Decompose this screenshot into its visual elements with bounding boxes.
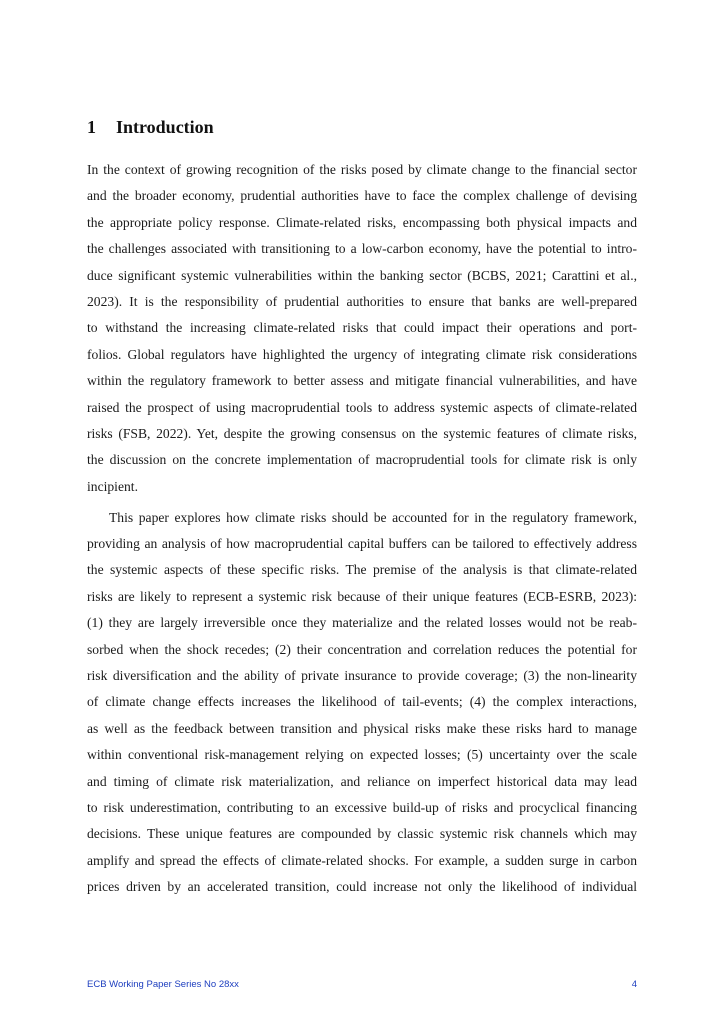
page-number: 4 xyxy=(631,979,637,990)
text-line: In the context of growing recognition of the risks posed by climate change to the financial sector xyxy=(87,162,637,177)
text-line: folios. Global regulators have highlighted the urgency of integrating climate risk considerations xyxy=(87,346,637,362)
text-line: risks (FSB, 2022). Yet, despite the growing consensus on the systemic features of climate risks, xyxy=(87,425,637,441)
section-number: 1 xyxy=(87,117,96,137)
text-line: duce significant systemic vulnerabilities within the banking sector (BCBS, 2021; Carattini et al., xyxy=(87,267,637,283)
text-line: risk diversification and the ability of private insurance to provide coverage; (3) the non-linearity xyxy=(87,668,637,684)
paragraph xyxy=(87,508,637,904)
body-text xyxy=(87,160,637,904)
text-line: the challenges associated with transitioning to a low-carbon economy, have the potential to intro- xyxy=(87,241,637,257)
text-line: within the regulatory framework to better assess and mitigate financial vulnerabilities, and have xyxy=(87,373,637,389)
text-line: and the broader economy, prudential authorities have to face the complex challenge of devising xyxy=(87,188,637,204)
section-heading xyxy=(87,117,214,138)
text-line: risks are likely to represent a systemic risk because of their unique features (ECB-ESRB, 2023): xyxy=(87,588,637,604)
text-line: This paper explores how climate risks should be accounted for in the regulatory framework, xyxy=(109,509,637,525)
text-line: raised the prospect of using macroprudential tools to address systemic aspects of climate-related xyxy=(87,399,637,415)
text-line: the appropriate policy response. Climate-related risks, encompassing both physical impacts and xyxy=(87,214,637,230)
text-line: incipient. xyxy=(87,478,138,494)
text-line: prices driven by an accelerated transition, could increase not only the likelihood of individual xyxy=(87,879,637,895)
text-line: within conventional risk-management relying on expected losses; (5) uncertainty over the scale xyxy=(87,747,637,763)
text-line: and timing of climate risk materialization, and reliance on imperfect historical data may lead xyxy=(87,773,637,789)
page-footer xyxy=(87,979,637,990)
text-line: the discussion on the concrete implementation of macroprudential tools for climate risk is only xyxy=(87,452,637,468)
footer-series: ECB Working Paper Series No 28xx xyxy=(87,979,239,990)
text-line: sorbed when the shock recedes; (2) their concentration and correlation reduces the potential for xyxy=(87,641,637,657)
section-title: Introduction xyxy=(116,117,214,137)
text-line: (1) they are largely irreversible once they materialize and the related losses would not be reab- xyxy=(87,615,637,631)
text-line: 2023). It is the responsibility of prudential authorities to ensure that banks are well-prepared xyxy=(87,293,637,309)
text-line: providing an analysis of how macroprudential capital buffers can be tailored to effectively address xyxy=(87,536,637,552)
text-line: decisions. These unique features are compounded by classic systemic risk channels which may xyxy=(87,826,637,842)
text-line: amplify and spread the effects of climate-related shocks. For example, a sudden surge in carbon xyxy=(87,852,637,868)
text-line: as well as the feedback between transition and physical risks make these risks hard to manage xyxy=(87,720,637,736)
text-line: to withstand the increasing climate-related risks that could impact their operations and port- xyxy=(87,320,637,336)
paragraph xyxy=(87,160,637,503)
text-line: of climate change effects increases the likelihood of tail-events; (4) the complex interactions, xyxy=(87,694,637,710)
text-line: to risk underestimation, contributing to an excessive build-up of risks and procyclical financing xyxy=(87,799,637,815)
text-line: the systemic aspects of these specific risks. The premise of the analysis is that climate-related xyxy=(87,562,637,578)
